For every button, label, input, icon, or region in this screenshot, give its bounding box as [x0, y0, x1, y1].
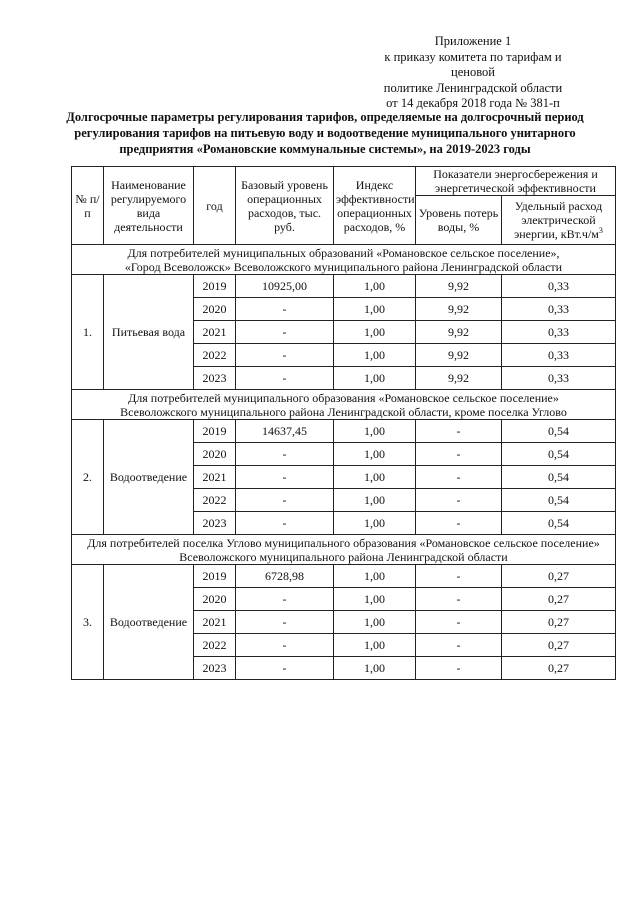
- cell-losses: 9,92: [416, 298, 502, 321]
- cell-specific: 0,54: [502, 466, 616, 489]
- document-title: [62, 109, 588, 157]
- appendix-line: к приказу комитета по тарифам и ценовой: [384, 49, 562, 79]
- header-energy-group: Показатели энергосбережения и энергетической эффективности: [416, 167, 616, 196]
- header-base-expenses: Базовый уровень операционных расходов, тыс. руб.: [236, 167, 334, 245]
- cell-losses: 9,92: [416, 275, 502, 298]
- group-caption-line: Для потребителей муниципальных образований «Романовское сельское поселение»,: [127, 245, 560, 260]
- group-caption-line: Всеволожского муниципального района Ленинградской области: [179, 549, 508, 564]
- cell-specific: 0,33: [502, 321, 616, 344]
- cell-base: -: [236, 588, 334, 611]
- title-line: Долгосрочные параметры регулирования тарифов, определяемые на долгосрочный период: [66, 110, 584, 124]
- cell-year: 2021: [194, 466, 236, 489]
- cell-specific: 0,54: [502, 489, 616, 512]
- cell-base: -: [236, 367, 334, 390]
- table-row: [72, 420, 616, 443]
- row-number: 3.: [72, 565, 104, 680]
- cell-base: -: [236, 298, 334, 321]
- cell-base: -: [236, 443, 334, 466]
- activity-name: Водоотведение: [104, 565, 194, 680]
- cell-base: 14637,45: [236, 420, 334, 443]
- appendix-line: политике Ленинградской области: [383, 80, 563, 95]
- header-num: № п/п: [72, 167, 104, 245]
- header-specific-energy-text: Удельный расход электрической энергии, кВт.ч/м: [514, 199, 603, 241]
- header-water-losses: Уровень потерь воды, %: [416, 196, 502, 245]
- cell-losses: 9,92: [416, 367, 502, 390]
- table-header-row: [72, 167, 616, 196]
- cell-index: 1,00: [334, 512, 416, 535]
- header-specific-energy: [502, 196, 616, 245]
- cell-index: 1,00: [334, 466, 416, 489]
- cell-year: 2022: [194, 634, 236, 657]
- cell-losses: -: [416, 443, 502, 466]
- cell-index: 1,00: [334, 565, 416, 588]
- cell-index: 1,00: [334, 611, 416, 634]
- cell-losses: -: [416, 489, 502, 512]
- appendix-line: от 14 декабря 2018 года № 381-п: [386, 96, 560, 110]
- cell-year: 2019: [194, 565, 236, 588]
- group-caption-line: «Город Всеволожск» Всеволожского муниципального района Ленинградской области: [124, 259, 563, 274]
- cell-index: 1,00: [334, 443, 416, 466]
- cell-losses: -: [416, 466, 502, 489]
- title-line: регулирования тарифов на питьевую воду и водоотведение муниципального унитарного: [74, 126, 576, 140]
- cell-index: 1,00: [334, 298, 416, 321]
- group-caption-line: Всеволожского муниципального района Ленинградской области, кроме поселка Углово: [120, 404, 567, 419]
- cell-specific: 0,33: [502, 275, 616, 298]
- cell-index: 1,00: [334, 420, 416, 443]
- cell-specific: 0,54: [502, 420, 616, 443]
- header-efficiency-index: Индекс эффективности операционных расходов, %: [334, 167, 416, 245]
- cell-base: -: [236, 466, 334, 489]
- appendix-line: Приложение 1: [434, 34, 512, 48]
- cell-base: -: [236, 634, 334, 657]
- title-line: предприятия «Романовские коммунальные системы», на 2019-2023 годы: [119, 142, 531, 156]
- cell-index: 1,00: [334, 588, 416, 611]
- cell-specific: 0,54: [502, 512, 616, 535]
- cell-year: 2021: [194, 321, 236, 344]
- cell-losses: -: [416, 588, 502, 611]
- cell-index: 1,00: [334, 321, 416, 344]
- cell-base: 10925,00: [236, 275, 334, 298]
- cell-year: 2022: [194, 489, 236, 512]
- cell-index: 1,00: [334, 489, 416, 512]
- group-caption: [72, 245, 616, 275]
- cell-base: -: [236, 611, 334, 634]
- cell-specific: 0,27: [502, 565, 616, 588]
- group-caption-row: [72, 245, 616, 275]
- cell-base: -: [236, 489, 334, 512]
- cell-losses: -: [416, 420, 502, 443]
- cell-base: -: [236, 512, 334, 535]
- cell-losses: -: [416, 634, 502, 657]
- table-row: [72, 565, 616, 588]
- tariff-parameters-table: [71, 166, 616, 680]
- cell-specific: 0,33: [502, 367, 616, 390]
- cell-losses: -: [416, 512, 502, 535]
- cell-losses: -: [416, 657, 502, 680]
- cell-year: 2020: [194, 298, 236, 321]
- table-body: [72, 245, 616, 680]
- cell-index: 1,00: [334, 367, 416, 390]
- cell-year: 2021: [194, 611, 236, 634]
- group-caption-line: Для потребителей муниципального образования «Романовское сельское поселение»: [128, 390, 559, 405]
- cell-specific: 0,33: [502, 344, 616, 367]
- header-activity: Наименование регулируемого вида деятельности: [104, 167, 194, 245]
- activity-name: Водоотведение: [104, 420, 194, 535]
- cell-specific: 0,27: [502, 657, 616, 680]
- table-row: [72, 275, 616, 298]
- cell-year: 2023: [194, 512, 236, 535]
- cell-losses: 9,92: [416, 321, 502, 344]
- cell-losses: -: [416, 565, 502, 588]
- group-caption: [72, 535, 616, 565]
- cell-base: -: [236, 344, 334, 367]
- appendix-header: [368, 34, 578, 112]
- header-year: год: [194, 167, 236, 245]
- group-caption-line: Для потребителей поселка Углово муниципального образования «Романовское сельское поселение»: [87, 535, 600, 550]
- group-caption-row: [72, 535, 616, 565]
- cell-index: 1,00: [334, 634, 416, 657]
- cell-specific: 0,54: [502, 443, 616, 466]
- cell-base: -: [236, 321, 334, 344]
- cell-specific: 0,27: [502, 634, 616, 657]
- cell-index: 1,00: [334, 657, 416, 680]
- cell-losses: 9,92: [416, 344, 502, 367]
- row-number: 2.: [72, 420, 104, 535]
- group-caption: [72, 390, 616, 420]
- cell-specific: 0,33: [502, 298, 616, 321]
- cell-losses: -: [416, 611, 502, 634]
- cell-year: 2020: [194, 588, 236, 611]
- cell-year: 2023: [194, 367, 236, 390]
- cell-year: 2020: [194, 443, 236, 466]
- cell-specific: 0,27: [502, 611, 616, 634]
- cell-specific: 0,27: [502, 588, 616, 611]
- cell-index: 1,00: [334, 344, 416, 367]
- cell-index: 1,00: [334, 275, 416, 298]
- group-caption-row: [72, 390, 616, 420]
- cell-year: 2019: [194, 275, 236, 298]
- cell-base: -: [236, 657, 334, 680]
- cell-year: 2023: [194, 657, 236, 680]
- cell-base: 6728,98: [236, 565, 334, 588]
- activity-name: Питьевая вода: [104, 275, 194, 390]
- unit-superscript: 3: [598, 226, 603, 235]
- cell-year: 2019: [194, 420, 236, 443]
- cell-year: 2022: [194, 344, 236, 367]
- row-number: 1.: [72, 275, 104, 390]
